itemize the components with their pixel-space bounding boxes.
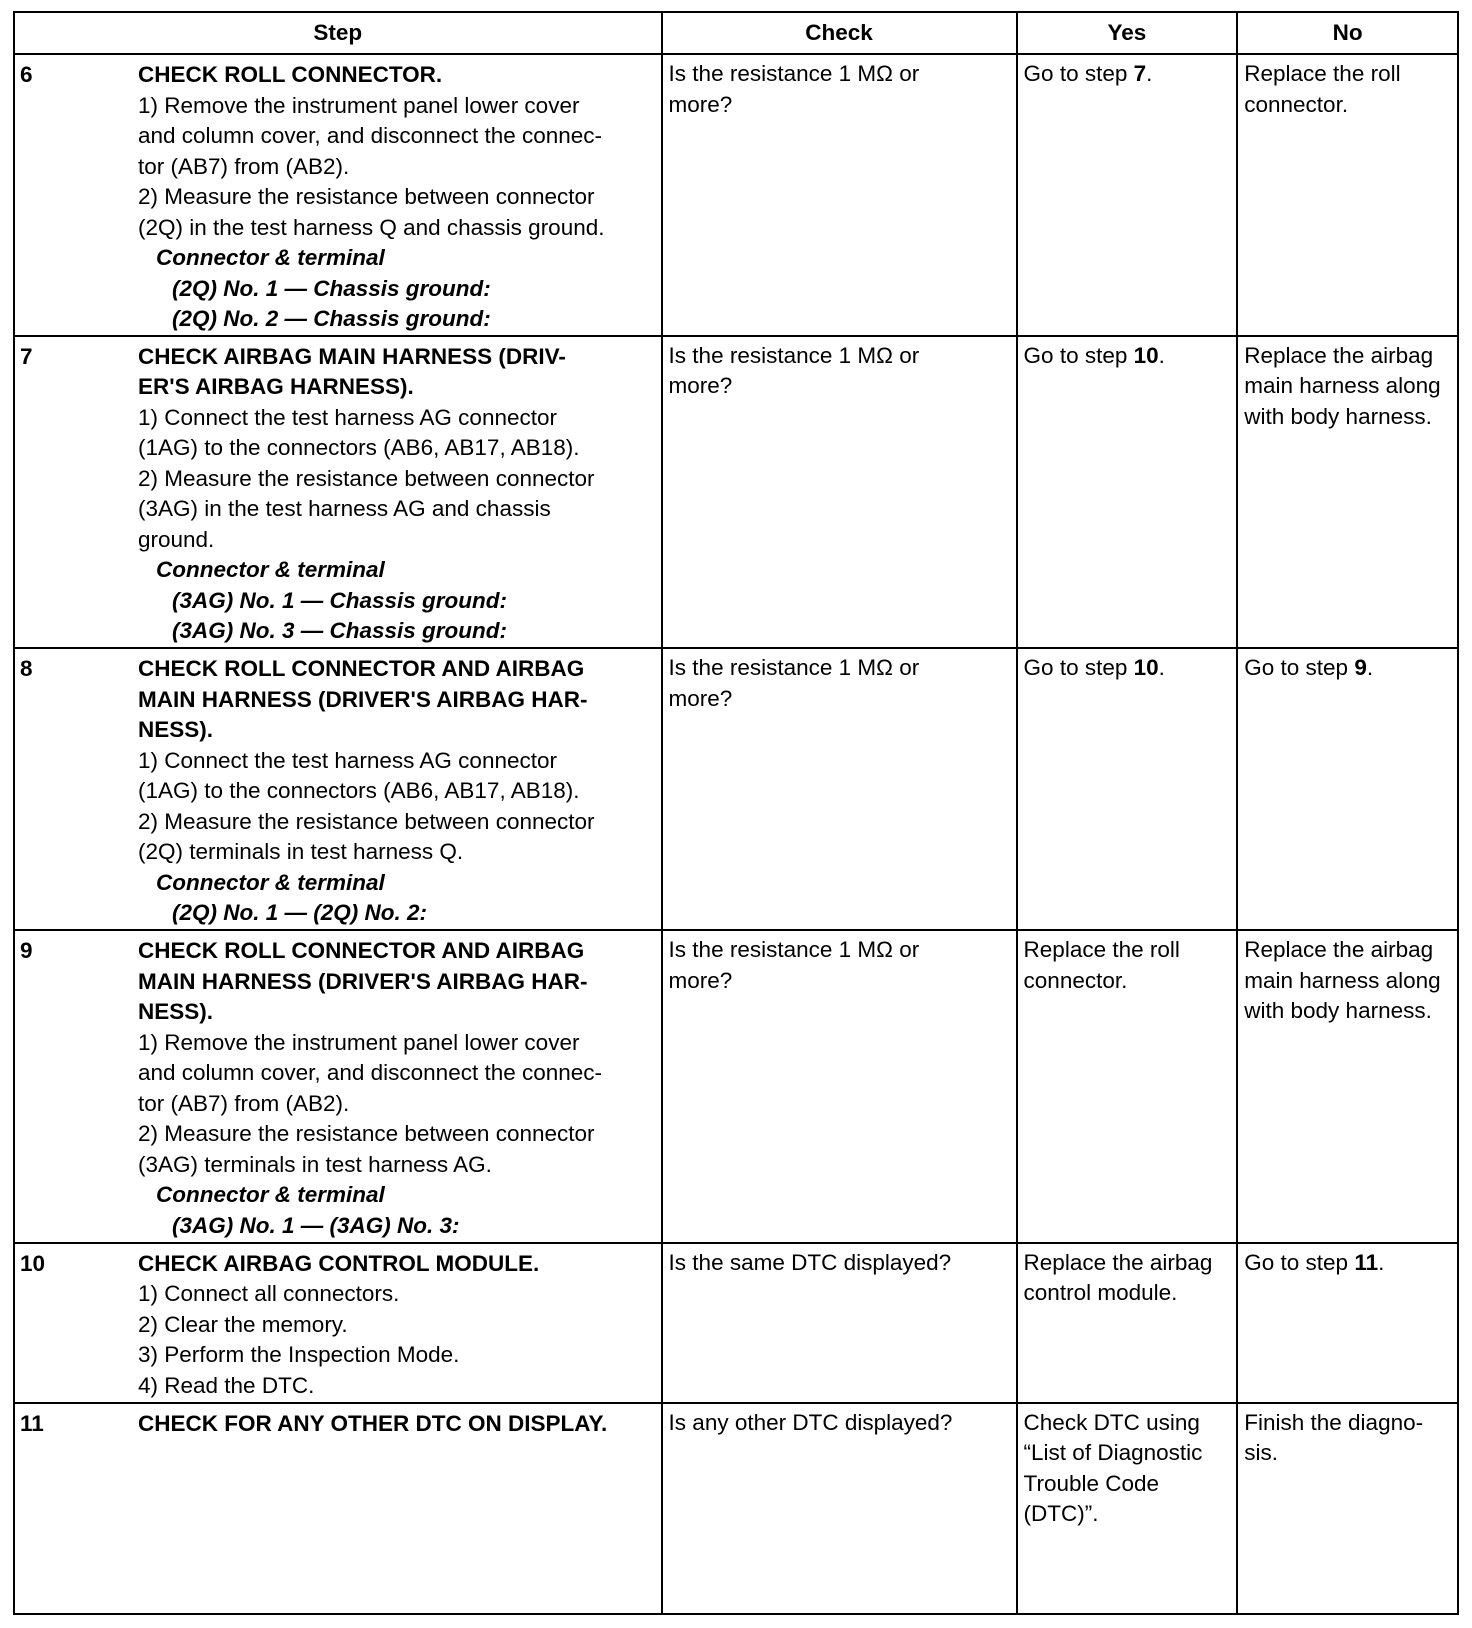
connector-terminal-label: Connector & terminal [156, 245, 385, 270]
step-cell [14, 54, 662, 336]
no-text-end: . [1378, 1249, 1385, 1275]
yes-text-end: . [1158, 342, 1165, 368]
step-instruction: (3AG) in the test harness AG and chassis [138, 496, 551, 522]
no-text: Replace the airbag main harness along with body harness. [1244, 342, 1441, 429]
step-number: 11 [20, 1410, 44, 1436]
no-cell [1237, 1243, 1458, 1403]
no-text: Go to step [1244, 1249, 1355, 1275]
step-title: NESS). [138, 717, 214, 743]
check-cell [662, 1403, 1017, 1614]
yes-step-ref: 7 [1133, 61, 1147, 86]
step-content [138, 649, 661, 929]
step-title: CHECK FOR ANY OTHER DTC ON DISPLAY. [138, 1410, 608, 1436]
step-title: CHECK ROLL CONNECTOR. [138, 62, 443, 87]
step-content [138, 337, 661, 647]
step-instruction: (2Q) in the test harness Q and chassis ground. [138, 214, 605, 240]
step-number: 10 [20, 1250, 46, 1276]
step-cell [14, 1243, 662, 1403]
header-step: Step [14, 12, 662, 54]
yes-text-end: . [1158, 655, 1165, 681]
check-text: more? [668, 373, 733, 399]
connector-terminal-spec: (3AG) No. 1 — (3AG) No. 3: [172, 1212, 460, 1238]
step-instruction: 2) Measure the resistance between connector [138, 184, 595, 209]
check-text: Is the resistance 1 MΩ or [668, 937, 920, 963]
check-text: Is the resistance 1 MΩ or [668, 655, 920, 681]
yes-step-ref: 10 [1133, 342, 1159, 368]
step-instruction: 1) Connect the test harness AG connector [138, 404, 557, 430]
yes-text: Replace the airbag control module. [1023, 1249, 1213, 1306]
step-instruction: ground. [138, 526, 215, 552]
step-content [138, 55, 661, 335]
check-text: more? [668, 967, 733, 993]
check-cell [662, 930, 1017, 1243]
step-instruction: (2Q) terminals in test harness Q. [138, 839, 464, 865]
check-text: Is the resistance 1 MΩ or [668, 61, 920, 86]
table-row [14, 1243, 1458, 1403]
step-instruction: 1) Remove the instrument panel lower cover [138, 1029, 580, 1055]
step-instruction: 1) Connect the test harness AG connector [138, 747, 557, 773]
step-cell [14, 648, 662, 930]
step-instruction: tor (AB7) from (AB2). [138, 1090, 350, 1116]
header-yes: Yes [1017, 12, 1238, 54]
connector-terminal-label: Connector & terminal [156, 1182, 385, 1208]
step-title: CHECK ROLL CONNECTOR AND AIRBAG [138, 938, 585, 964]
table-row [14, 930, 1458, 1243]
check-cell [662, 336, 1017, 649]
yes-cell [1017, 1243, 1238, 1403]
step-instruction: tor (AB7) from (AB2). [138, 153, 350, 179]
step-instruction: 1) Connect all connectors. [138, 1281, 400, 1307]
yes-cell [1017, 930, 1238, 1243]
step-instruction: 1) Remove the instrument panel lower cover [138, 92, 580, 118]
step-instruction: 3) Perform the Inspection Mode. [138, 1342, 460, 1368]
step-title: MAIN HARNESS (DRIVER'S AIRBAG HAR- [138, 686, 588, 712]
header-row [14, 12, 1458, 54]
no-text: Finish the diagno- sis. [1244, 1409, 1424, 1466]
no-cell [1237, 648, 1458, 930]
header-no: No [1237, 12, 1458, 54]
step-number: 9 [20, 938, 33, 964]
no-text: Replace the airbag main harness along with body harness. [1244, 937, 1441, 1024]
step-instruction: 2) Clear the memory. [138, 1311, 348, 1337]
table-row [14, 1403, 1458, 1614]
no-text-end: . [1366, 655, 1374, 681]
connector-terminal-spec: (3AG) No. 3 — Chassis ground: [172, 618, 508, 644]
check-text: Is the resistance 1 MΩ or [668, 342, 920, 368]
connector-terminal-spec: (2Q) No. 2 — Chassis ground: [172, 306, 491, 331]
step-title: CHECK AIRBAG CONTROL MODULE. [138, 1250, 540, 1276]
step-cell [14, 1403, 662, 1614]
step-content [138, 931, 661, 1241]
step-number: 6 [20, 62, 33, 87]
no-cell [1237, 930, 1458, 1243]
yes-text: Go to step [1023, 342, 1134, 368]
step-cell [14, 930, 662, 1243]
yes-text: Check DTC using “List of Diagnostic Trouble Code (DTC)”. [1023, 1409, 1203, 1527]
no-text: Replace the roll connector. [1244, 61, 1401, 117]
connector-terminal-label: Connector & terminal [156, 557, 385, 583]
no-step-ref: 9 [1354, 655, 1367, 681]
yes-cell [1017, 336, 1238, 649]
step-title: ER'S AIRBAG HARNESS). [138, 374, 414, 400]
step-title: CHECK AIRBAG MAIN HARNESS (DRIV- [138, 343, 566, 369]
check-text: more? [668, 91, 733, 117]
table-body [14, 54, 1458, 1614]
step-number: 8 [20, 656, 33, 682]
yes-cell [1017, 54, 1238, 336]
step-instruction: (1AG) to the connectors (AB6, AB17, AB18). [138, 778, 580, 804]
yes-text: Go to step [1023, 655, 1134, 681]
step-instruction: 2) Measure the resistance between connector [138, 808, 595, 834]
step-instruction: (3AG) terminals in test harness AG. [138, 1151, 492, 1177]
step-instruction: 2) Measure the resistance between connector [138, 465, 595, 491]
no-text: Go to step [1244, 655, 1355, 681]
check-cell [662, 54, 1017, 336]
no-cell [1237, 54, 1458, 336]
yes-text: Go to step [1023, 61, 1134, 86]
step-instruction: and column cover, and disconnect the connec- [138, 123, 603, 148]
step-instruction: 2) Measure the resistance between connector [138, 1121, 595, 1147]
step-content [138, 1244, 661, 1402]
check-cell [662, 648, 1017, 930]
table-row [14, 54, 1458, 336]
check-cell [662, 1243, 1017, 1403]
check-text: more? [668, 685, 733, 711]
connector-terminal-spec: (2Q) No. 1 — Chassis ground: [172, 275, 491, 301]
table-row [14, 336, 1458, 649]
yes-cell [1017, 1403, 1238, 1614]
no-cell [1237, 336, 1458, 649]
step-cell [14, 336, 662, 649]
step-instruction: and column cover, and disconnect the connec- [138, 1060, 603, 1086]
yes-step-ref: 10 [1133, 655, 1159, 681]
step-title: NESS). [138, 999, 214, 1025]
connector-terminal-label: Connector & terminal [156, 869, 385, 895]
header-check: Check [662, 12, 1017, 54]
step-number: 7 [20, 343, 33, 369]
yes-text: Replace the roll connector. [1023, 937, 1180, 993]
step-title: MAIN HARNESS (DRIVER'S AIRBAG HAR- [138, 968, 588, 994]
yes-cell [1017, 648, 1238, 930]
no-cell [1237, 1403, 1458, 1614]
step-instruction: 4) Read the DTC. [138, 1372, 315, 1398]
connector-terminal-spec: (2Q) No. 1 — (2Q) No. 2: [172, 900, 428, 926]
step-title: CHECK ROLL CONNECTOR AND AIRBAG [138, 656, 585, 682]
check-text: Is any other DTC displayed? [668, 1409, 953, 1435]
yes-text-end: . [1146, 61, 1153, 86]
no-step-ref: 11 [1354, 1249, 1379, 1275]
connector-terminal-spec: (3AG) No. 1 — Chassis ground: [172, 587, 508, 613]
diagnostic-table [13, 11, 1459, 1615]
step-content [138, 1404, 661, 1440]
table-row [14, 648, 1458, 930]
step-instruction: (1AG) to the connectors (AB6, AB17, AB18). [138, 435, 580, 461]
check-text: Is the same DTC displayed? [668, 1249, 952, 1275]
